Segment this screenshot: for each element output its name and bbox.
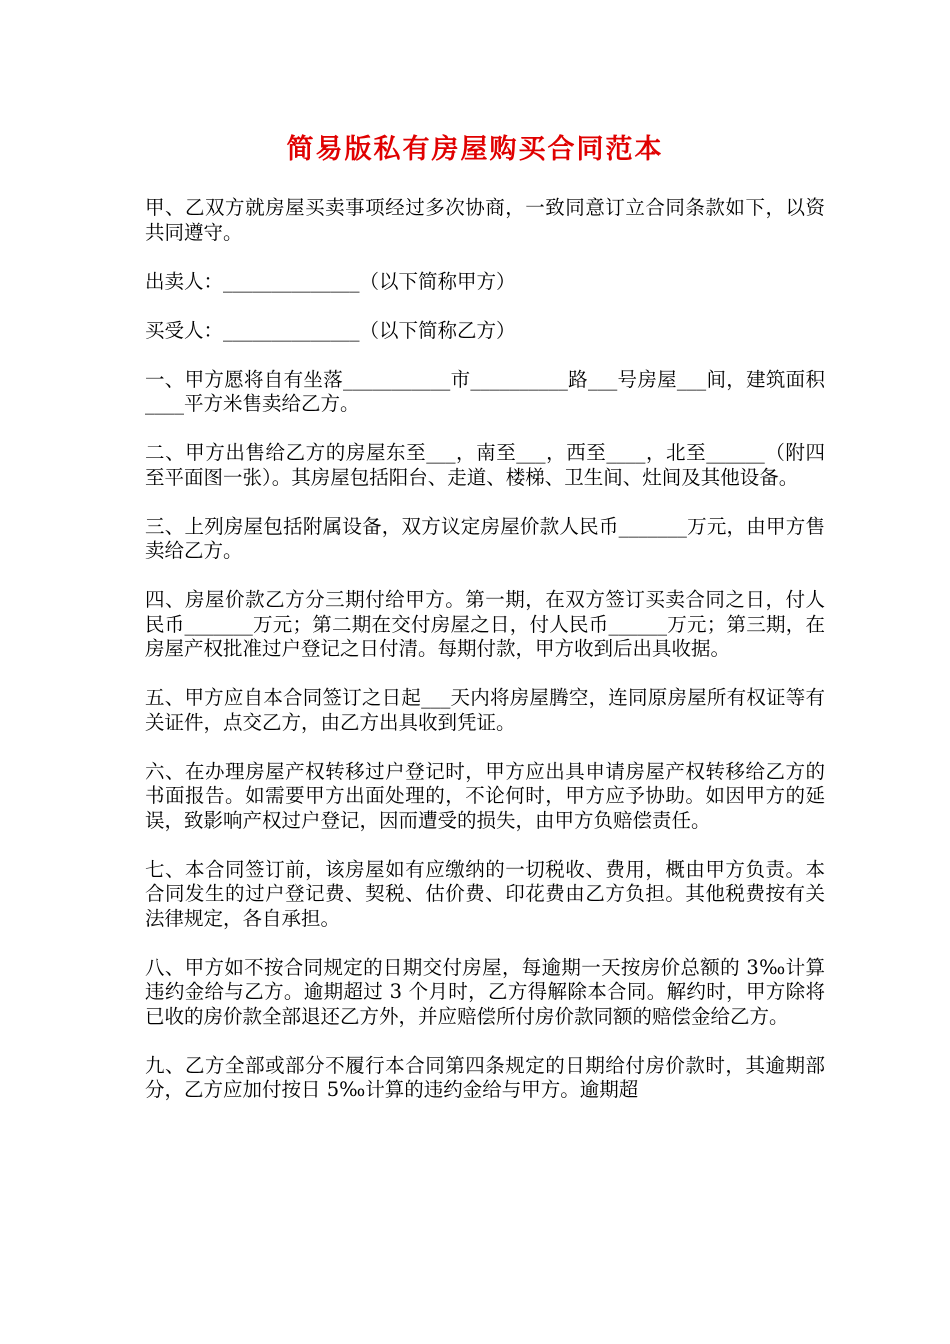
clause-9: 九、乙方全部或部分不履行本合同第四条规定的日期给付房价款时，其逾期部分，乙方应加付按日 5‰计算的违约金给与甲方。逾期超 [145,1053,825,1101]
document-body [145,196,825,1127]
clause-5: 五、甲方应自本合同签订之日起___天内将房屋腾空，连同原房屋所有权证等有关证件，点交乙方，由乙方出具收到凭证。 [145,686,825,734]
clause-7: 七、本合同签订前，该房屋如有应缴纳的一切税收、费用，概由甲方负责。本合同发生的过户登记费、契税、估价费、印花费由乙方负担。其他税费按有关法律规定，各自承担。 [145,857,825,930]
clause-4: 四、房屋价款乙方分三期付给甲方。第一期，在双方签订买卖合同之日，付人民币_______万元；第二期在交付房屋之日，付人民币______万元；第三期，在房屋产权批准过户登记之日付清。每期付款，甲方收到后出具收据。 [145,588,825,660]
buyer-line: 买受人：______________（以下简称乙方） [145,318,516,342]
clause-6: 六、在办理房屋产权转移过户登记时，甲方应出具申请房屋产权转移给乙方的书面报告。如需要甲方出面处理的，不论何时，甲方应予协助。如因甲方的延误，致影响产权过户登记，因而遭受的损失，由甲方负赔偿责任。 [145,759,825,832]
clause-3: 三、上列房屋包括附属设备，双方议定房屋价款人民币_______万元，由甲方售卖给乙方。 [145,514,825,562]
intro-paragraph: 甲、乙双方就房屋买卖事项经过多次协商，一致同意订立合同条款如下，以资共同遵守。 [145,196,825,244]
clause-8: 八、甲方如不按合同规定的日期交付房屋，每逾期一天按房价总额的 3‰计算违约金给与乙方。逾期超过 3 个月时，乙方得解除本合同。解约时，甲方除将已收的房价款全部退还乙方外，并应赔偿所付房价款同额的赔偿金给乙方。 [145,955,825,1028]
clause-2: 二、甲方出售给乙方的房屋东至___，南至___，西至____，北至______（附四至平面图一张）。其房屋包括阳台、走道、楼梯、卫生间、灶间及其他设备。 [145,441,825,489]
seller-line: 出卖人：______________（以下简称甲方） [145,269,516,293]
clause-1: 一、甲方愿将自有坐落___________市__________路___号房屋___间，建筑面积____平方米售卖给乙方。 [145,367,825,415]
document-title: 简易版私有房屋购买合同范本 [286,134,664,165]
